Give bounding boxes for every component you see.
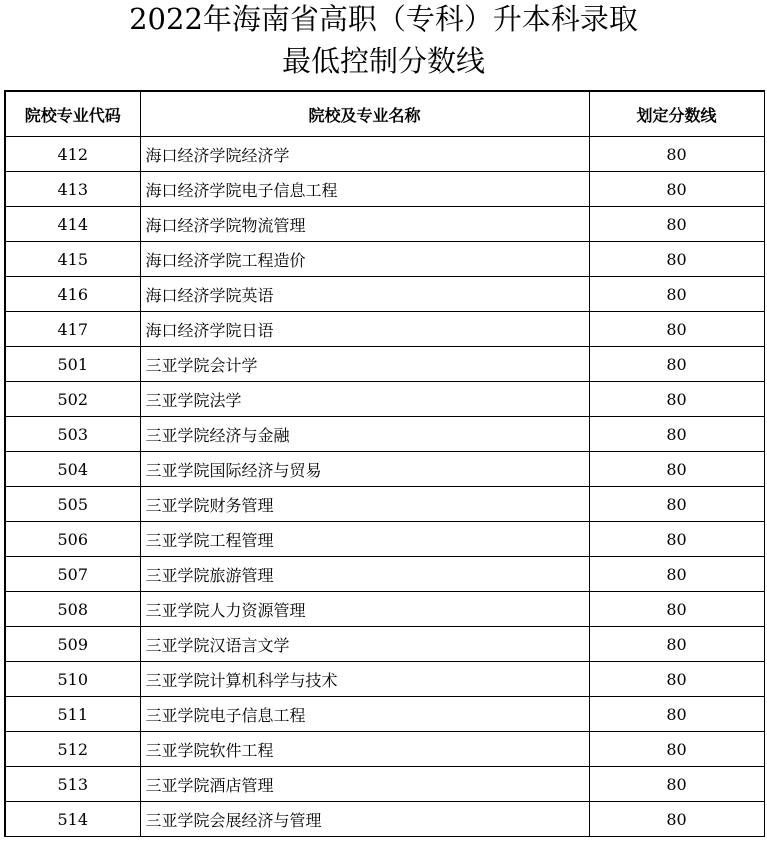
table-row [5, 382, 764, 417]
cell-score: 80 [589, 452, 764, 487]
cell-score: 80 [589, 137, 764, 172]
cell-code: 507 [5, 557, 140, 592]
cell-name: 三亚学院人力资源管理 [140, 592, 589, 627]
cell-code: 503 [5, 417, 140, 452]
table-row [5, 452, 764, 487]
cell-score: 80 [589, 627, 764, 662]
cell-name: 三亚学院酒店管理 [140, 767, 589, 802]
table-row [5, 277, 764, 312]
cell-code: 416 [5, 277, 140, 312]
table-row [5, 242, 764, 277]
cell-name: 三亚学院计算机科学与技术 [140, 662, 589, 697]
cell-code: 512 [5, 732, 140, 767]
cell-name: 海口经济学院经济学 [140, 137, 589, 172]
cell-score: 80 [589, 697, 764, 732]
cell-name: 三亚学院工程管理 [140, 522, 589, 557]
table-row [5, 347, 764, 382]
cell-score: 80 [589, 417, 764, 452]
cell-score: 80 [589, 277, 764, 312]
table-row [5, 522, 764, 557]
table-row [5, 662, 764, 697]
table-row [5, 767, 764, 802]
cell-score: 80 [589, 662, 764, 697]
cell-name: 三亚学院旅游管理 [140, 557, 589, 592]
cell-score: 80 [589, 767, 764, 802]
page-subtitle: 最低控制分数线 [281, 44, 485, 78]
cell-score: 80 [589, 732, 764, 767]
cell-name: 三亚学院经济与金融 [140, 417, 589, 452]
table-row [5, 557, 764, 592]
table-row [5, 417, 764, 452]
cell-code: 501 [5, 347, 140, 382]
header-name: 院校及专业名称 [140, 91, 589, 137]
cell-code: 514 [5, 802, 140, 837]
cell-score: 80 [589, 172, 764, 207]
cell-name: 三亚学院软件工程 [140, 732, 589, 767]
table-row [5, 312, 764, 347]
cell-score: 80 [589, 522, 764, 557]
cell-code: 505 [5, 487, 140, 522]
table-row [5, 627, 764, 662]
cell-code: 417 [5, 312, 140, 347]
header-code: 院校专业代码 [5, 91, 140, 137]
table-row [5, 732, 764, 767]
cell-code: 508 [5, 592, 140, 627]
table-row [5, 137, 764, 172]
cell-code: 504 [5, 452, 140, 487]
score-table [4, 90, 765, 837]
cell-score: 80 [589, 802, 764, 837]
cell-score: 80 [589, 242, 764, 277]
cell-score: 80 [589, 382, 764, 417]
cell-score: 80 [589, 207, 764, 242]
cell-name: 三亚学院法学 [140, 382, 589, 417]
table-row [5, 802, 764, 837]
cell-name: 三亚学院会展经济与管理 [140, 802, 589, 837]
cell-code: 506 [5, 522, 140, 557]
header-score: 划定分数线 [589, 91, 764, 137]
table-row [5, 487, 764, 522]
cell-name: 海口经济学院工程造价 [140, 242, 589, 277]
cell-name: 三亚学院电子信息工程 [140, 697, 589, 732]
table-row [5, 697, 764, 732]
cell-code: 415 [5, 242, 140, 277]
cell-code: 509 [5, 627, 140, 662]
cell-name: 三亚学院国际经济与贸易 [140, 452, 589, 487]
cell-code: 413 [5, 172, 140, 207]
cell-name: 三亚学院会计学 [140, 347, 589, 382]
cell-score: 80 [589, 312, 764, 347]
table-row [5, 172, 764, 207]
cell-name: 海口经济学院英语 [140, 277, 589, 312]
table-row [5, 592, 764, 627]
cell-code: 414 [5, 207, 140, 242]
cell-score: 80 [589, 592, 764, 627]
cell-name: 海口经济学院电子信息工程 [140, 172, 589, 207]
cell-score: 80 [589, 557, 764, 592]
cell-name: 三亚学院财务管理 [140, 487, 589, 522]
cell-name: 三亚学院汉语言文学 [140, 627, 589, 662]
cell-name: 海口经济学院物流管理 [140, 207, 589, 242]
cell-name: 海口经济学院日语 [140, 312, 589, 347]
table-header-row [5, 91, 764, 137]
cell-code: 513 [5, 767, 140, 802]
cell-code: 511 [5, 697, 140, 732]
table-row [5, 207, 764, 242]
cell-score: 80 [589, 487, 764, 522]
cell-code: 510 [5, 662, 140, 697]
cell-code: 502 [5, 382, 140, 417]
page-title: 2022年海南省高职（专科）升本科录取 [129, 2, 638, 36]
cell-score: 80 [589, 347, 764, 382]
cell-code: 412 [5, 137, 140, 172]
